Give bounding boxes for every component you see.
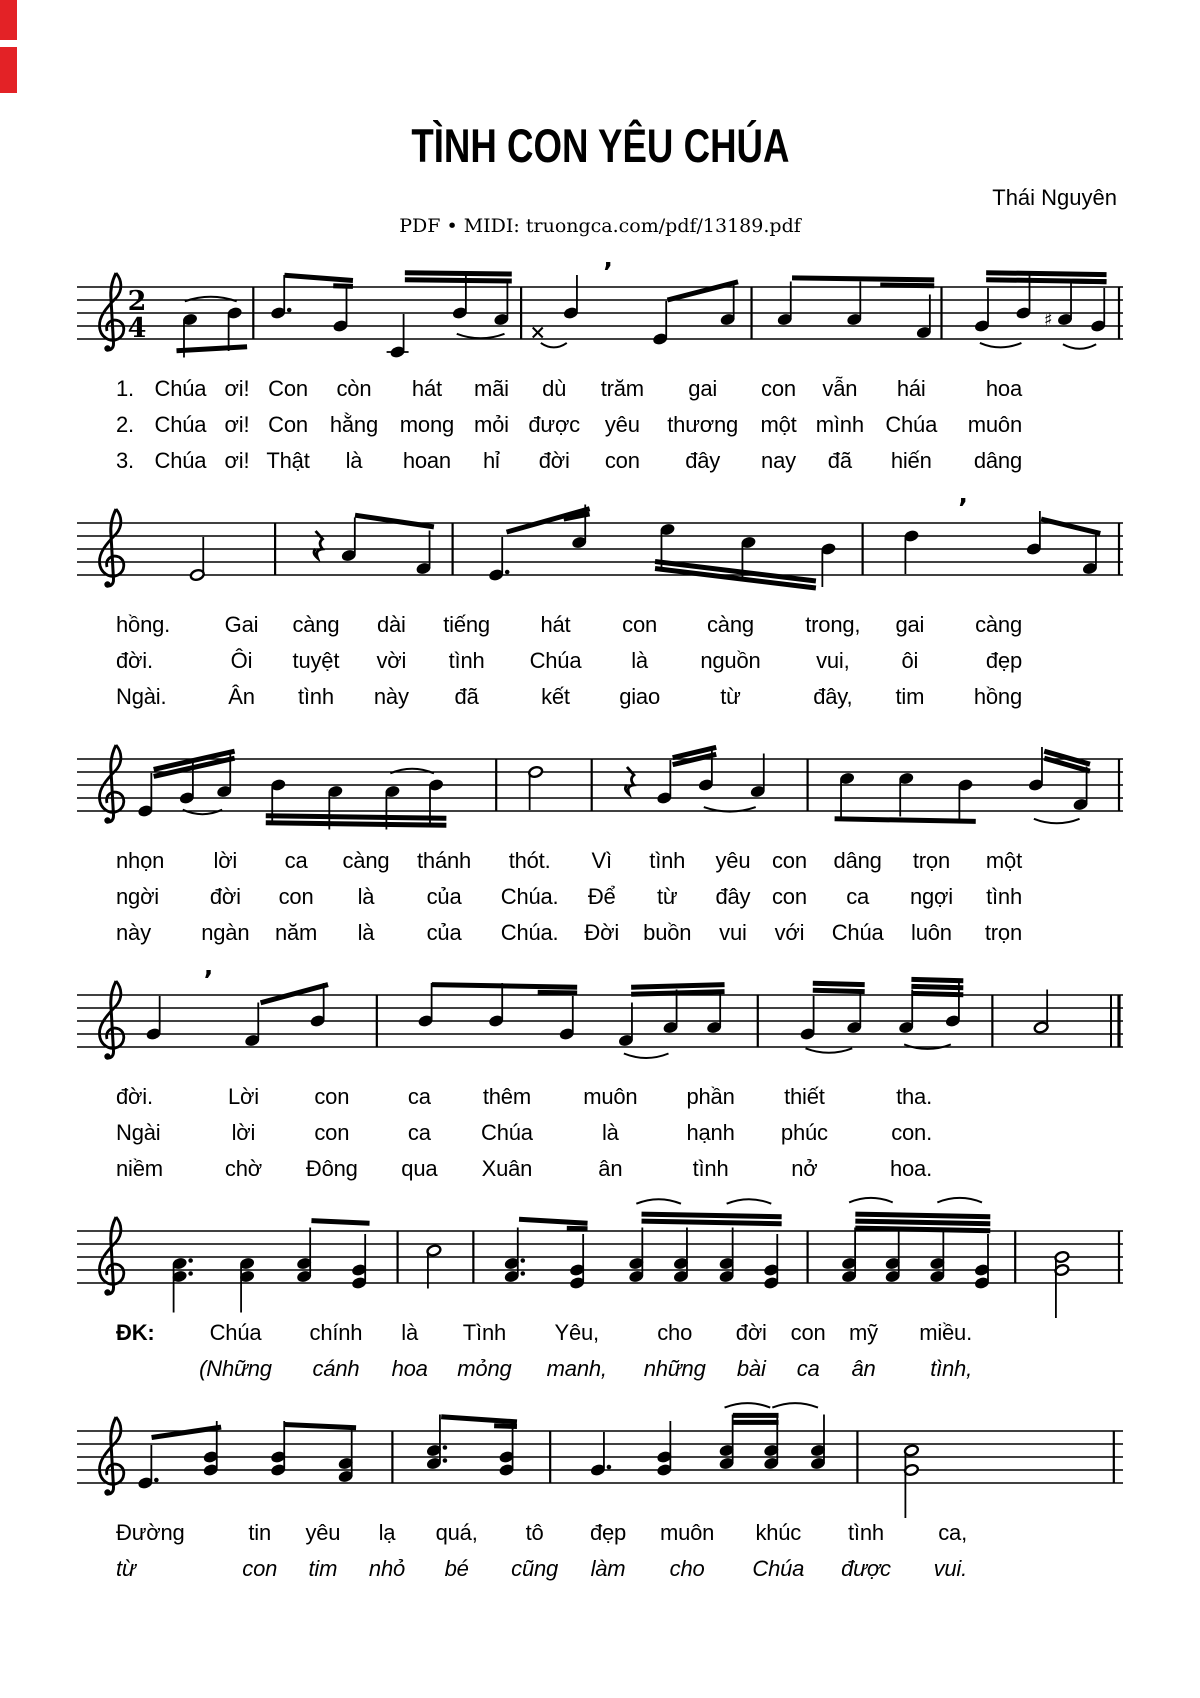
staff-1 <box>75 247 1125 379</box>
lyric-syllable: ca <box>284 848 308 873</box>
lyric-syllable: hồng <box>973 684 1022 709</box>
lyrics-system-5 <box>75 1315 1125 1387</box>
lyric-syllable: ca <box>407 1084 431 1109</box>
lyric-line <box>113 1551 970 1587</box>
system-4 <box>75 955 1125 1187</box>
lyric-syllable: gai <box>688 376 718 401</box>
lyric-line <box>113 1079 935 1115</box>
lyric-syllable: còn <box>336 376 372 401</box>
lyric-syllable: qua <box>401 1156 438 1181</box>
lyric-syllable: ca <box>407 1120 431 1145</box>
svg-text:♯: ♯ <box>1044 309 1053 331</box>
lyric-syllable: bé <box>444 1556 469 1581</box>
lyric-syllable: Vì <box>591 848 612 873</box>
lyric-syllable <box>113 1351 178 1387</box>
lyric-syllable: tim <box>895 684 925 709</box>
lyric-syllable: Chúa. <box>500 884 559 909</box>
lyric-syllable: cho <box>657 1320 693 1345</box>
lyric-syllable: dài <box>376 612 406 637</box>
lyric-syllable: hồng. <box>116 612 171 637</box>
system-2 <box>75 483 1125 715</box>
lyric-syllable: gai <box>895 612 925 637</box>
lyric-syllable: Con <box>268 412 308 437</box>
lyric-syllable: Ân <box>228 684 255 709</box>
lyric-syllable: cánh <box>312 1356 360 1381</box>
lyric-syllable: những <box>643 1356 706 1381</box>
lyric-syllable: ơi! <box>224 448 250 473</box>
lyric-line <box>113 643 1025 679</box>
lyrics-system-6 <box>75 1515 1125 1587</box>
lyric-line <box>113 607 1025 643</box>
lyric-syllable: lời <box>213 848 238 873</box>
lyric-line <box>113 1315 975 1351</box>
lyric-syllable: kết <box>541 684 570 709</box>
lyric-syllable: giao <box>619 684 660 709</box>
lyric-syllable: tuyệt <box>292 648 340 673</box>
lyric-syllable: này <box>373 684 409 709</box>
pdf-midi-line: PDF • MIDI: truongca.com/pdf/13189.pdf <box>399 215 801 237</box>
lyric-line <box>113 1151 935 1187</box>
lyric-syllable: lạ <box>378 1520 396 1545</box>
lyric-syllable: Chúa <box>885 412 938 437</box>
lyric-syllable: đẹp <box>985 648 1022 673</box>
lyric-syllable: hằng <box>329 412 379 437</box>
lyric-syllable: ca <box>796 1356 820 1381</box>
lyric-syllable: dâng <box>973 448 1022 473</box>
lyric-syllable: yêu <box>305 1520 341 1545</box>
lyric-syllable: mãi <box>473 376 509 401</box>
system-1 <box>75 247 1125 479</box>
lyric-syllable: tim <box>308 1556 338 1581</box>
lyric-syllable: tình <box>297 684 334 709</box>
lyric-syllable: Lời <box>227 1084 259 1109</box>
lyric-syllable: là <box>357 920 375 945</box>
lyric-syllable: thương <box>667 412 739 437</box>
lyric-syllable: tình, <box>930 1356 972 1381</box>
lyric-syllable: Chúa <box>209 1320 262 1345</box>
lyric-syllable: Đông <box>305 1156 358 1181</box>
lyric-syllable: tình <box>448 648 485 673</box>
lyric-syllable: tình <box>986 884 1022 909</box>
lyric-syllable: Để <box>587 884 616 909</box>
lyric-syllable: tha. <box>896 1084 932 1109</box>
score-systems <box>75 247 1125 1587</box>
lyric-line <box>113 915 1025 951</box>
lyric-syllable: đời <box>209 884 241 909</box>
lyric-syllable: thêm <box>482 1084 531 1109</box>
lyric-syllable: được <box>528 412 580 437</box>
lyric-syllable: nhỏ <box>368 1556 406 1581</box>
lyric-syllable: của <box>426 920 462 945</box>
lyric-syllable: vui. <box>933 1556 967 1581</box>
lyric-line <box>113 443 1025 479</box>
lyric-syllable: con <box>790 1320 826 1345</box>
lyrics-system-1 <box>75 371 1125 479</box>
lyric-syllable: Xuân <box>481 1156 533 1181</box>
lyric-line <box>113 407 1025 443</box>
lyric-syllable: hoa <box>391 1356 428 1381</box>
lyric-syllable: hoa <box>985 376 1022 401</box>
song-title: TÌNH CON YÊU CHÚA <box>410 119 790 172</box>
lyric-syllable: được <box>841 1556 891 1581</box>
lyric-syllable: phúc <box>780 1120 828 1145</box>
lyric-syllable: hát <box>411 376 442 401</box>
lyric-syllable: Ôi <box>230 648 253 673</box>
lyric-syllable: cũng <box>511 1556 559 1581</box>
lyric-syllable: Yêu, <box>554 1320 599 1345</box>
lyric-syllable: khúc <box>755 1520 802 1545</box>
composer-name: Thái Nguyên <box>992 185 1117 210</box>
lyric-syllable: ca <box>846 884 870 909</box>
lyric-syllable: dâng <box>833 848 882 873</box>
lyric-syllable: đời <box>735 1320 767 1345</box>
lyric-syllable: con <box>771 884 807 909</box>
lyrics-system-2 <box>75 607 1125 715</box>
lyric-syllable: càng <box>975 612 1022 637</box>
lyric-syllable: là <box>401 1320 419 1345</box>
lyric-syllable: cho <box>669 1556 705 1581</box>
lyric-syllable: Thật <box>266 448 310 473</box>
lyric-syllable: Chúa. <box>500 920 559 945</box>
lyric-syllable: trọn <box>912 848 950 873</box>
lyric-syllable: Tình <box>462 1320 507 1345</box>
red-margin-mark <box>0 47 17 93</box>
lyric-syllable: Chúa <box>154 376 207 401</box>
lyric-syllable: đã <box>454 684 479 709</box>
lyric-syllable: là <box>345 448 363 473</box>
lyric-syllable: quá, <box>435 1520 478 1545</box>
lyric-line <box>113 1115 935 1151</box>
lyric-syllable: Chúa <box>831 920 884 945</box>
lyric-line <box>113 1351 975 1387</box>
lyric-syllable: một <box>985 848 1022 873</box>
lyrics-system-3 <box>75 843 1125 951</box>
lyric-syllable: Ngài. <box>116 684 167 709</box>
lyrics-system-4 <box>75 1079 1125 1187</box>
lyric-syllable: tin <box>248 1520 272 1545</box>
lyric-syllable: con <box>771 848 807 873</box>
lyric-syllable: Đường <box>116 1520 185 1545</box>
lyric-syllable: đẹp <box>589 1520 627 1545</box>
lyric-syllable: muôn <box>967 412 1022 437</box>
lyric-syllable: con <box>314 1084 350 1109</box>
svg-text:’: ’ <box>603 258 614 288</box>
lyric-syllable: hái <box>896 376 926 401</box>
lyric-syllable: đây, <box>813 684 853 709</box>
lyric-syllable: ngợi <box>909 884 953 909</box>
staff-3 <box>75 719 1125 851</box>
lyric-syllable: ca, <box>938 1520 967 1545</box>
lyric-syllable: càng <box>292 612 340 637</box>
lyric-syllable: thót. <box>508 848 551 873</box>
lyric-syllable: năm <box>274 920 318 945</box>
lyric-syllable: miều. <box>919 1320 972 1345</box>
lyric-syllable: Đời <box>584 920 620 945</box>
lyric-syllable: đã <box>827 448 852 473</box>
lyric-syllable: hạnh <box>686 1120 735 1145</box>
lyric-syllable: thiết <box>784 1084 825 1109</box>
lyric-syllable: con <box>278 884 314 909</box>
lyric-syllable: đây <box>685 448 721 473</box>
lyric-syllable: với <box>774 920 805 945</box>
lyric-syllable: nhọn <box>116 848 165 873</box>
lyric-syllable: ân <box>851 1356 876 1381</box>
lyric-syllable: ôi <box>901 648 919 673</box>
lyric-syllable: mong <box>399 412 455 437</box>
staff-2 <box>75 483 1125 615</box>
lyric-syllable: lời <box>231 1120 256 1145</box>
svg-text:’: ’ <box>958 494 969 524</box>
lyric-syllable: mỹ <box>849 1320 878 1345</box>
svg-text:’: ’ <box>203 966 214 996</box>
lyric-syllable: tình <box>692 1156 729 1181</box>
lyric-syllable: một <box>760 412 797 437</box>
lyric-syllable: hiến <box>890 448 932 473</box>
lyric-syllable: Chúa <box>481 1120 533 1145</box>
lyric-syllable: chính <box>309 1320 363 1345</box>
lyric-syllable: Chúa <box>529 648 582 673</box>
lyric-syllable: nay <box>761 448 796 473</box>
lyric-syllable: chờ <box>224 1156 262 1181</box>
lyric-syllable: của <box>426 884 462 909</box>
lyric-syllable: niềm <box>116 1156 163 1181</box>
lyric-syllable: ngời <box>116 884 159 909</box>
lyric-syllable: con <box>622 612 658 637</box>
lyric-syllable: phần <box>686 1084 735 1109</box>
lyric-syllable: từ <box>720 684 741 709</box>
lyric-syllable: trong, <box>805 612 861 637</box>
lyric-syllable: muôn <box>583 1084 638 1109</box>
lyric-syllable: dù <box>542 376 567 401</box>
staff-5 <box>75 1191 1125 1323</box>
staff-6 <box>75 1391 1125 1523</box>
lyric-syllable: vui <box>719 920 747 945</box>
lyric-syllable: này <box>116 920 151 945</box>
lyric-syllable: buồn <box>643 920 692 945</box>
lyric-syllable: Chúa <box>752 1556 805 1581</box>
lyric-line <box>113 371 1025 407</box>
lyric-syllable: là <box>601 1120 619 1145</box>
lyric-syllable: trăm <box>600 376 644 401</box>
lyric-syllable: vui, <box>816 648 850 673</box>
lyric-syllable: bài <box>736 1356 766 1381</box>
lyric-syllable: trọn <box>984 920 1022 945</box>
lyric-syllable: Con <box>268 376 308 401</box>
system-6 <box>75 1391 1125 1587</box>
system-5 <box>75 1191 1125 1387</box>
lyric-syllable: Chúa <box>154 448 207 473</box>
lyric-syllable: vẫn <box>822 376 858 401</box>
svg-text:4: 4 <box>127 313 147 344</box>
red-margin-mark <box>0 0 17 40</box>
lyric-line <box>113 679 1025 715</box>
lyric-syllable: mỏng <box>457 1356 512 1381</box>
lyric-syllable: ân <box>598 1156 623 1181</box>
lyric-syllable: từ <box>657 884 678 909</box>
lyric-syllable: hỉ <box>483 448 500 473</box>
lyric-syllable: con. <box>891 1120 932 1145</box>
lyric-syllable: hát <box>540 612 571 637</box>
lyric-syllable: mình <box>815 412 864 437</box>
lyric-syllable: yêu <box>604 412 640 437</box>
lyric-syllable: tô <box>525 1520 544 1545</box>
staff-4 <box>75 955 1125 1087</box>
lyric-syllable: đời. <box>116 1084 153 1109</box>
lyric-syllable: đời. <box>116 648 153 673</box>
lyric-syllable: 3. <box>116 448 134 473</box>
lyric-syllable: ơi! <box>224 412 250 437</box>
lyric-syllable: làm <box>590 1556 626 1581</box>
lyric-syllable: từ <box>116 1556 136 1581</box>
lyric-syllable: luôn <box>911 920 952 945</box>
title-row <box>75 0 1125 173</box>
system-3 <box>75 719 1125 951</box>
lyric-syllable: Chúa <box>154 412 207 437</box>
lyric-syllable: nở <box>791 1156 818 1181</box>
lyric-syllable: tiếng <box>443 612 490 637</box>
lyric-syllable: con <box>604 448 640 473</box>
lyric-syllable: đời <box>538 448 570 473</box>
lyric-syllable: càng <box>706 612 754 637</box>
lyric-syllable: nguồn <box>700 648 761 673</box>
lyric-line <box>113 843 1025 879</box>
lyric-syllable: ngàn <box>201 920 250 945</box>
lyric-syllable: càng <box>342 848 390 873</box>
lyric-syllable: tình <box>649 848 686 873</box>
lyric-syllable: là <box>357 884 375 909</box>
lyric-syllable: thánh <box>417 848 472 873</box>
lyric-syllable: Gai <box>224 612 259 637</box>
lyric-syllable: (Những <box>199 1356 272 1381</box>
lyric-line <box>113 879 1025 915</box>
svg-text:2: 2 <box>127 286 147 317</box>
lyric-syllable: là <box>631 648 648 673</box>
lyric-syllable: muôn <box>659 1520 715 1545</box>
lyric-syllable: hoa. <box>889 1156 932 1181</box>
lyric-syllable: ĐK: <box>116 1320 155 1345</box>
lyric-syllable: 2. <box>116 412 134 437</box>
lyric-syllable: manh, <box>546 1356 607 1381</box>
lyric-syllable: ơi! <box>224 376 250 401</box>
lyric-syllable: con <box>314 1120 350 1145</box>
lyric-syllable: con <box>242 1556 278 1581</box>
lyric-syllable: đây <box>715 884 751 909</box>
lyric-syllable: tình <box>848 1520 884 1545</box>
lyric-syllable: mỏi <box>473 412 509 437</box>
lyric-syllable: 1. <box>116 376 134 401</box>
lyric-syllable: yêu <box>715 848 751 873</box>
lyric-line <box>113 1515 970 1551</box>
lyric-syllable: vời <box>376 648 407 673</box>
lyric-syllable: con <box>761 376 796 401</box>
lyric-syllable: hoan <box>402 448 451 473</box>
lyric-syllable: Ngài <box>116 1120 161 1145</box>
